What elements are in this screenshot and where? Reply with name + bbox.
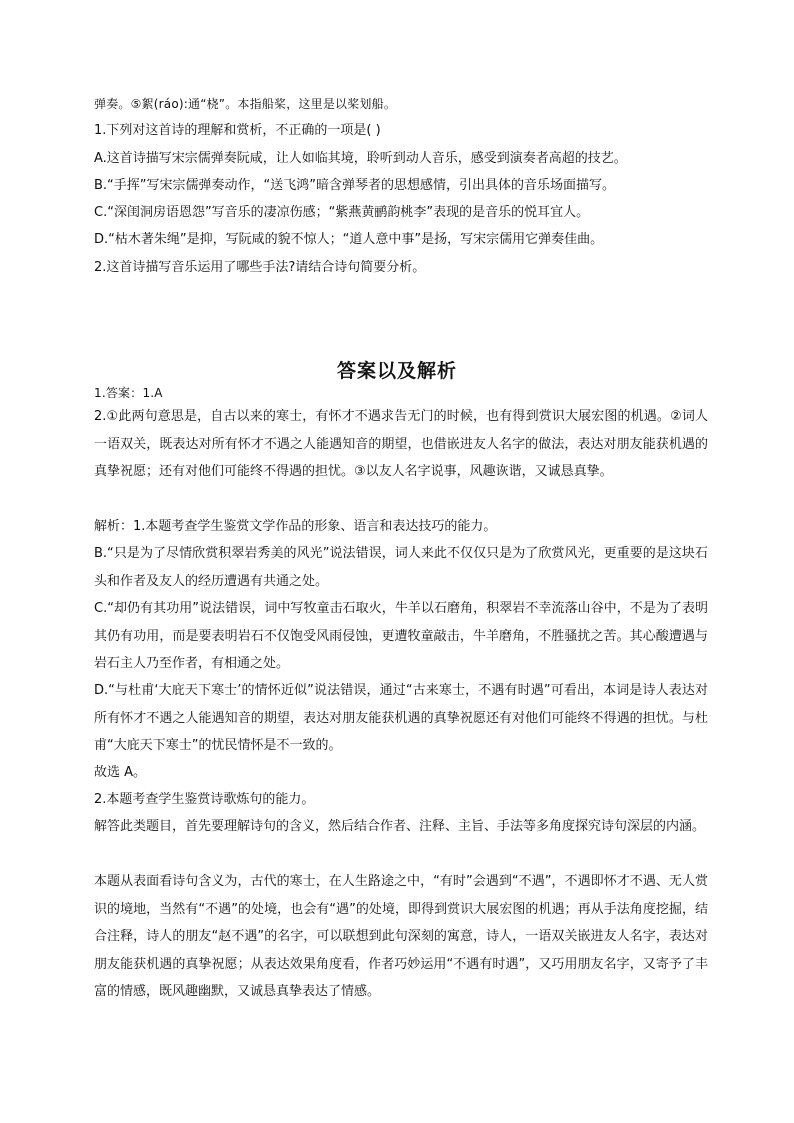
- analysis-option-b: B.“只是为了尽情欣赏积翠岩秀美的风光”说法错误，词人来此不仅仅只是为了欣赏风光，更重要的是这块石头和作者及友人的经历遭遇有共通之处。: [94, 546, 708, 589]
- question-1-option-a: A.这首诗描写宋宗儒弹奏阮咸，让人如临其境，聆听到动人音乐，感受到演奏者高超的技艺。: [94, 151, 627, 166]
- analysis-2-heading: 2.本题考查学生鉴赏诗歌炼句的能力。: [94, 792, 315, 807]
- answer-2-paragraph: 2.①此两句意思是，自古以来的寒士，有怀才不遇求告无门的时候，也有得到赏识大展宏图的机遇。②词人一语双关，既表达对所有怀才不遇之人能遇知音的期望，也借嵌进友人名字的做法，表达对朋友能获机遇的真挚祝愿；还有对他们可能终不得遇的担忧。③以友人名字说事，风趣诙谐，又诚恳真挚。: [94, 409, 708, 479]
- analysis-option-c: C.“却仍有其功用”说法错误，词中写牧童击石取火，牛羊以石磨角，积翠岩不幸流落山谷中，不是为了表明其仍有功用，而是要表明岩石不仅饱受风雨侵蚀，更遭牧童敲击，牛羊磨角，不胜骚扰之苦。其心酸遭遇与岩石主人乃至作者，有相通之处。: [94, 601, 708, 671]
- choose-answer: 故选 A。: [94, 765, 147, 780]
- explanation-paragraph: 本题从表面看诗句含义为，古代的寒士，在人生路途之中，“有时”会遇到“不遇”，不遇即怀才不遇、无人赏识的境地，当然有“不遇”的处境，也会有“遇”的处境，即得到赏识大展宏图的机遇；再从手法角度挖掘，结合注释，诗人的朋友“赵不遇”的名字，可以联想到此句深刻的寓意，诗人，一语双关嵌进友人名字，表达对朋友能获机遇的真挚祝愿；从表达效果角度看，作者巧妙运用“不遇有时遇”，又巧用朋友名字，又寄予了丰富的情感，既风趣幽默，又诚恳真挚表达了情感。: [94, 874, 708, 999]
- answer-1: 1.答案：1.A: [94, 386, 163, 400]
- analysis-heading: 解析：1.本题考查学生鉴赏文学作品的形象、语言和表达技巧的能力。: [94, 519, 497, 534]
- method-paragraph: 解答此类题目，首先要理解诗句的含义，然后结合作者、注释、主旨、手法等多角度探究诗句深层的内涵。: [94, 819, 706, 834]
- answer-section-title: 答案以及解析: [336, 360, 457, 382]
- question-1-option-b: B.“手挥”写宋宗儒弹奏动作，“送飞鸿”暗含弹琴者的思想感情，引出具体的音乐场面描写。: [94, 178, 615, 193]
- question-1-option-d: D.“枯木著朱绳”是抑，写阮咸的貌不惊人；“道人意中事”是扬，写宋宗儒用它弹奏佳曲。: [94, 232, 604, 247]
- question-1-option-c: C.“深闺洞房语恩怨”写音乐的凄凉伤感；“紫燕黄鹂韵桃李”表现的是音乐的悦耳宜人。: [94, 205, 590, 220]
- question-1-stem: 1.下列对这首诗的理解和赏析，不正确的一项是( ): [94, 123, 381, 138]
- footnote-line: 弹奏。⑤絮(ráo):通“桡”。本指船桨，这里是以桨划船。: [94, 97, 397, 111]
- question-2-stem: 2.这首诗描写音乐运用了哪些手法?请结合诗句简要分析。: [94, 260, 426, 275]
- analysis-option-d: D.“与杜甫‘大庇天下寒士’的情怀近似”说法错误，通过“古来寒士，不遇有时遇”可看出，本词是诗人表达对所有怀才不遇之人能遇知音的期望，表达对朋友能获机遇的真挚祝愿还有对他们可能终不得遇的担忧。与杜甫“大庇天下寒士”的忧民情怀是不一致的。: [94, 683, 708, 753]
